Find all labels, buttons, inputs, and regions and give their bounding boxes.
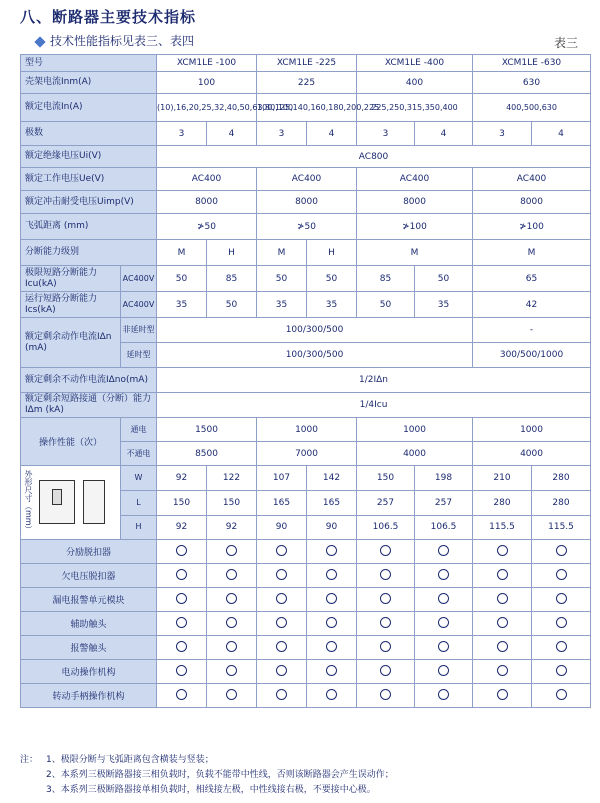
cell: 210 bbox=[473, 466, 532, 491]
cell: 50 bbox=[357, 292, 415, 318]
cell bbox=[207, 684, 257, 708]
cell bbox=[207, 540, 257, 564]
cell: 1/2IΔn bbox=[157, 368, 591, 393]
cell: 92 bbox=[157, 515, 207, 539]
cell bbox=[357, 564, 415, 588]
table-row bbox=[21, 214, 591, 240]
circle-icon bbox=[176, 593, 187, 604]
circle-icon bbox=[276, 689, 287, 700]
cell: 35 bbox=[415, 292, 473, 318]
cell bbox=[532, 564, 591, 588]
circle-icon bbox=[438, 641, 449, 652]
cell: AC400 bbox=[473, 168, 591, 191]
cell: 7000 bbox=[257, 442, 357, 466]
sub-label: W bbox=[121, 466, 157, 491]
table-row bbox=[21, 240, 591, 266]
cell: 225,250,315,350,400 bbox=[357, 94, 473, 122]
cell: 4 bbox=[207, 122, 257, 146]
circle-icon bbox=[438, 569, 449, 580]
cell bbox=[357, 612, 415, 636]
cell bbox=[157, 660, 207, 684]
cell: 92 bbox=[157, 466, 207, 491]
cell bbox=[357, 636, 415, 660]
cell bbox=[357, 684, 415, 708]
cell: 1500 bbox=[157, 418, 257, 442]
circle-icon bbox=[176, 689, 187, 700]
circle-icon bbox=[556, 641, 567, 652]
cell bbox=[415, 660, 473, 684]
cell bbox=[473, 660, 532, 684]
table-row bbox=[21, 191, 591, 214]
cell: 300/500/1000 bbox=[473, 343, 591, 368]
breaker-side-figure bbox=[83, 480, 105, 524]
cell bbox=[207, 660, 257, 684]
cell: 8000 bbox=[357, 191, 473, 214]
breaker-front-figure bbox=[39, 480, 75, 524]
table-row bbox=[21, 146, 591, 168]
circle-icon bbox=[438, 665, 449, 676]
table-row bbox=[21, 684, 591, 708]
circle-icon bbox=[276, 545, 287, 556]
circle-icon bbox=[326, 569, 337, 580]
row-label: 欠电压脱扣器 bbox=[21, 564, 157, 588]
cell: ≯50 bbox=[157, 214, 257, 240]
cell: 100/300/500 bbox=[157, 318, 473, 343]
circle-icon bbox=[380, 689, 391, 700]
circle-icon bbox=[438, 593, 449, 604]
table-row bbox=[21, 292, 591, 318]
circle-icon bbox=[380, 569, 391, 580]
row-label: 额定绝缘电压Ui(V) bbox=[21, 146, 157, 168]
cell bbox=[257, 540, 307, 564]
table-row bbox=[21, 540, 591, 564]
model-header: XCM1LE -100 bbox=[157, 55, 257, 72]
circle-icon bbox=[497, 545, 508, 556]
cell: AC400 bbox=[157, 168, 257, 191]
table-row bbox=[21, 636, 591, 660]
cell: 3 bbox=[357, 122, 415, 146]
circle-icon bbox=[176, 545, 187, 556]
cell: 4 bbox=[532, 122, 591, 146]
cell: 50 bbox=[207, 292, 257, 318]
cell: ≯100 bbox=[357, 214, 473, 240]
cell: 3 bbox=[257, 122, 307, 146]
row-label: 飞弧距离 (mm) bbox=[21, 214, 157, 240]
cell: 4000 bbox=[357, 442, 473, 466]
circle-icon bbox=[326, 617, 337, 628]
cell: 4000 bbox=[473, 442, 591, 466]
cell bbox=[157, 636, 207, 660]
circle-icon bbox=[326, 593, 337, 604]
cell: 1000 bbox=[473, 418, 591, 442]
circle-icon bbox=[176, 641, 187, 652]
cell bbox=[532, 612, 591, 636]
cell: 106.5 bbox=[357, 515, 415, 539]
circle-icon bbox=[226, 665, 237, 676]
model-header: XCM1LE -400 bbox=[357, 55, 473, 72]
cell: 50 bbox=[307, 266, 357, 292]
cell: 400 bbox=[357, 72, 473, 94]
circle-icon bbox=[276, 593, 287, 604]
circle-icon bbox=[326, 641, 337, 652]
circle-icon bbox=[556, 689, 567, 700]
circle-icon bbox=[556, 569, 567, 580]
row-label: 额定剩余动作电流IΔn (mA) bbox=[21, 318, 121, 368]
notes bbox=[20, 753, 590, 798]
sub-label: 不通电 bbox=[121, 442, 157, 466]
cell: ≯100 bbox=[473, 214, 591, 240]
table-row bbox=[21, 564, 591, 588]
row-label: 分励脱扣器 bbox=[21, 540, 157, 564]
note-line bbox=[20, 768, 590, 783]
cell: 3 bbox=[473, 122, 532, 146]
table-row bbox=[21, 72, 591, 94]
cell: 165 bbox=[307, 491, 357, 515]
cell bbox=[307, 660, 357, 684]
circle-icon bbox=[497, 593, 508, 604]
cell bbox=[357, 540, 415, 564]
cell: 35 bbox=[157, 292, 207, 318]
cell: 165 bbox=[257, 491, 307, 515]
cell bbox=[415, 612, 473, 636]
cell: 280 bbox=[532, 491, 591, 515]
circle-icon bbox=[326, 545, 337, 556]
cell bbox=[307, 684, 357, 708]
circle-icon bbox=[176, 617, 187, 628]
cell: AC400 bbox=[257, 168, 357, 191]
circle-icon bbox=[226, 641, 237, 652]
cell: 225 bbox=[257, 72, 357, 94]
cell: M bbox=[357, 240, 473, 266]
cell bbox=[257, 612, 307, 636]
cell: 65 bbox=[473, 266, 591, 292]
cell: H bbox=[207, 240, 257, 266]
cell: 8500 bbox=[157, 442, 257, 466]
cell: 400,500,630 bbox=[473, 94, 591, 122]
note-line bbox=[20, 783, 590, 798]
cell: 1000 bbox=[257, 418, 357, 442]
row-label: 额定工作电压Ue(V) bbox=[21, 168, 157, 191]
cell: 90 bbox=[307, 515, 357, 539]
cell bbox=[207, 564, 257, 588]
dimension-label: 外形尺寸（mm） bbox=[24, 470, 33, 534]
cell bbox=[532, 684, 591, 708]
dimension-figure bbox=[21, 466, 121, 540]
cell bbox=[257, 588, 307, 612]
cell bbox=[415, 564, 473, 588]
cell: 50 bbox=[415, 266, 473, 292]
circle-icon bbox=[380, 545, 391, 556]
cell: ≯50 bbox=[257, 214, 357, 240]
cell bbox=[473, 636, 532, 660]
row-label: 壳架电流Inm(A) bbox=[21, 72, 157, 94]
cell bbox=[157, 540, 207, 564]
cell bbox=[207, 636, 257, 660]
cell: 150 bbox=[207, 491, 257, 515]
circle-icon bbox=[556, 593, 567, 604]
cell: 142 bbox=[307, 466, 357, 491]
circle-icon bbox=[226, 545, 237, 556]
cell: M bbox=[157, 240, 207, 266]
cell: 4 bbox=[307, 122, 357, 146]
row-label: 极限短路分断能力Icu(kA) bbox=[21, 266, 121, 292]
circle-icon bbox=[380, 665, 391, 676]
table-row bbox=[21, 466, 591, 491]
circle-icon bbox=[556, 545, 567, 556]
circle-icon bbox=[438, 689, 449, 700]
cell bbox=[307, 636, 357, 660]
cell: 107 bbox=[257, 466, 307, 491]
cell bbox=[307, 588, 357, 612]
cell bbox=[257, 684, 307, 708]
cell: 257 bbox=[415, 491, 473, 515]
cell: (10),16,20,25,32,40,50,63,80,100 bbox=[157, 94, 257, 122]
cell bbox=[532, 660, 591, 684]
cell bbox=[257, 660, 307, 684]
table-row bbox=[21, 612, 591, 636]
circle-icon bbox=[380, 641, 391, 652]
circle-icon bbox=[497, 641, 508, 652]
sub-label: 通电 bbox=[121, 418, 157, 442]
cell bbox=[157, 564, 207, 588]
circle-icon bbox=[380, 617, 391, 628]
cell: 1/4Icu bbox=[157, 393, 591, 418]
table-row bbox=[21, 418, 591, 442]
cell: 35 bbox=[307, 292, 357, 318]
cell: 100,125,140,160,180,200,225 bbox=[257, 94, 357, 122]
circle-icon bbox=[226, 593, 237, 604]
cell bbox=[473, 612, 532, 636]
circle-icon bbox=[226, 689, 237, 700]
row-label: 运行短路分断能力Ics(kA) bbox=[21, 292, 121, 318]
circle-icon bbox=[497, 689, 508, 700]
circle-icon bbox=[226, 617, 237, 628]
circle-icon bbox=[497, 569, 508, 580]
model-header: XCM1LE -225 bbox=[257, 55, 357, 72]
cell bbox=[532, 588, 591, 612]
row-label: 电动操作机构 bbox=[21, 660, 157, 684]
cell: 630 bbox=[473, 72, 591, 94]
cell: 85 bbox=[207, 266, 257, 292]
row-label: 额定电流In(A) bbox=[21, 94, 157, 122]
cell: 42 bbox=[473, 292, 591, 318]
cell bbox=[207, 588, 257, 612]
note-line bbox=[20, 753, 590, 768]
cell bbox=[207, 612, 257, 636]
cell bbox=[415, 588, 473, 612]
circle-icon bbox=[556, 665, 567, 676]
cell bbox=[307, 612, 357, 636]
sub-label: 延时型 bbox=[121, 343, 157, 368]
diamond-icon bbox=[34, 36, 45, 47]
row-label: 分断能力级别 bbox=[21, 240, 157, 266]
cell bbox=[357, 588, 415, 612]
cell: 3 bbox=[157, 122, 207, 146]
circle-icon bbox=[276, 569, 287, 580]
row-label: 额定冲击耐受电压Uimp(V) bbox=[21, 191, 157, 214]
note-text: 2、本系列三极断路器接三相负载时，负载不能带中性线，否则该断路器会产生误动作； bbox=[46, 770, 394, 780]
section-heading: 八、断路器主要技术指标 bbox=[20, 8, 197, 26]
cell: 50 bbox=[157, 266, 207, 292]
cell: 90 bbox=[257, 515, 307, 539]
circle-icon bbox=[176, 569, 187, 580]
row-label: 极数 bbox=[21, 122, 157, 146]
circle-icon bbox=[276, 617, 287, 628]
circle-icon bbox=[438, 617, 449, 628]
cell bbox=[473, 564, 532, 588]
cell: 198 bbox=[415, 466, 473, 491]
cell: 92 bbox=[207, 515, 257, 539]
cell: 106.5 bbox=[415, 515, 473, 539]
table-row bbox=[21, 266, 591, 292]
note-text: 3、本系列三极断路器接单相负载时，相线接左极，中性线接右极，不要接中心极。 bbox=[46, 785, 376, 795]
cell: AC400 bbox=[357, 168, 473, 191]
cell bbox=[157, 612, 207, 636]
cell bbox=[415, 684, 473, 708]
circle-icon bbox=[176, 665, 187, 676]
cell: M bbox=[257, 240, 307, 266]
subheading-text: 技术性能指标见表三、表四 bbox=[50, 34, 195, 48]
cell: 115.5 bbox=[532, 515, 591, 539]
cell: AC800 bbox=[157, 146, 591, 168]
cell bbox=[307, 540, 357, 564]
circle-icon bbox=[438, 545, 449, 556]
cell: 50 bbox=[257, 266, 307, 292]
cell bbox=[157, 588, 207, 612]
sub-label: H bbox=[121, 515, 157, 539]
table-row bbox=[21, 94, 591, 122]
table-row bbox=[21, 368, 591, 393]
notes-prefix: 注： bbox=[20, 755, 39, 765]
cell: 85 bbox=[357, 266, 415, 292]
cell bbox=[473, 684, 532, 708]
table-row bbox=[21, 55, 591, 72]
cell bbox=[157, 684, 207, 708]
circle-icon bbox=[276, 665, 287, 676]
cell: 8000 bbox=[157, 191, 257, 214]
table-row bbox=[21, 318, 591, 343]
cell: 100/300/500 bbox=[157, 343, 473, 368]
row-label: 转动手柄操作机构 bbox=[21, 684, 157, 708]
cell: 257 bbox=[357, 491, 415, 515]
cell bbox=[532, 540, 591, 564]
cell: 100 bbox=[157, 72, 257, 94]
row-label: 额定剩余不动作电流IΔno(mA) bbox=[21, 368, 157, 393]
table-row bbox=[21, 660, 591, 684]
row-label: 辅助触头 bbox=[21, 612, 157, 636]
cell: M bbox=[473, 240, 591, 266]
cell bbox=[473, 588, 532, 612]
model-label: 型号 bbox=[21, 55, 157, 72]
cell bbox=[257, 636, 307, 660]
voltage-label: AC400V bbox=[121, 292, 157, 318]
cell bbox=[415, 636, 473, 660]
cell bbox=[473, 540, 532, 564]
cell bbox=[257, 564, 307, 588]
cell: - bbox=[473, 318, 591, 343]
voltage-label: AC400V bbox=[121, 266, 157, 292]
cell: 280 bbox=[473, 491, 532, 515]
model-header: XCM1LE -630 bbox=[473, 55, 591, 72]
circle-icon bbox=[276, 641, 287, 652]
circle-icon bbox=[326, 665, 337, 676]
table-row bbox=[21, 168, 591, 191]
table-row bbox=[21, 122, 591, 146]
circle-icon bbox=[226, 569, 237, 580]
cell: 4 bbox=[415, 122, 473, 146]
cell bbox=[532, 636, 591, 660]
cell: H bbox=[307, 240, 357, 266]
cell bbox=[357, 660, 415, 684]
circle-icon bbox=[497, 617, 508, 628]
table-label: 表三 bbox=[553, 36, 578, 50]
cell bbox=[307, 564, 357, 588]
table-row bbox=[21, 588, 591, 612]
cell: 8000 bbox=[257, 191, 357, 214]
cell: 280 bbox=[532, 466, 591, 491]
cell bbox=[415, 540, 473, 564]
circle-icon bbox=[556, 617, 567, 628]
circle-icon bbox=[380, 593, 391, 604]
cell: 150 bbox=[157, 491, 207, 515]
row-label: 操作性能（次） bbox=[21, 418, 121, 466]
table-row bbox=[21, 393, 591, 418]
cell: 8000 bbox=[473, 191, 591, 214]
row-label: 漏电报警单元模块 bbox=[21, 588, 157, 612]
row-label: 报警触头 bbox=[21, 636, 157, 660]
row-label: 额定剩余短路接通（分断）能力IΔm (kA) bbox=[21, 393, 157, 418]
circle-icon bbox=[326, 689, 337, 700]
note-text: 1、极限分断与飞弧距离包含横装与竖装； bbox=[46, 755, 214, 765]
cell: 122 bbox=[207, 466, 257, 491]
sub-label: 非延时型 bbox=[121, 318, 157, 343]
sub-label: L bbox=[121, 491, 157, 515]
spec-table bbox=[20, 54, 591, 708]
circle-icon bbox=[497, 665, 508, 676]
cell: 1000 bbox=[357, 418, 473, 442]
cell: 150 bbox=[357, 466, 415, 491]
cell: 115.5 bbox=[473, 515, 532, 539]
cell: 35 bbox=[257, 292, 307, 318]
subheading bbox=[36, 32, 194, 49]
